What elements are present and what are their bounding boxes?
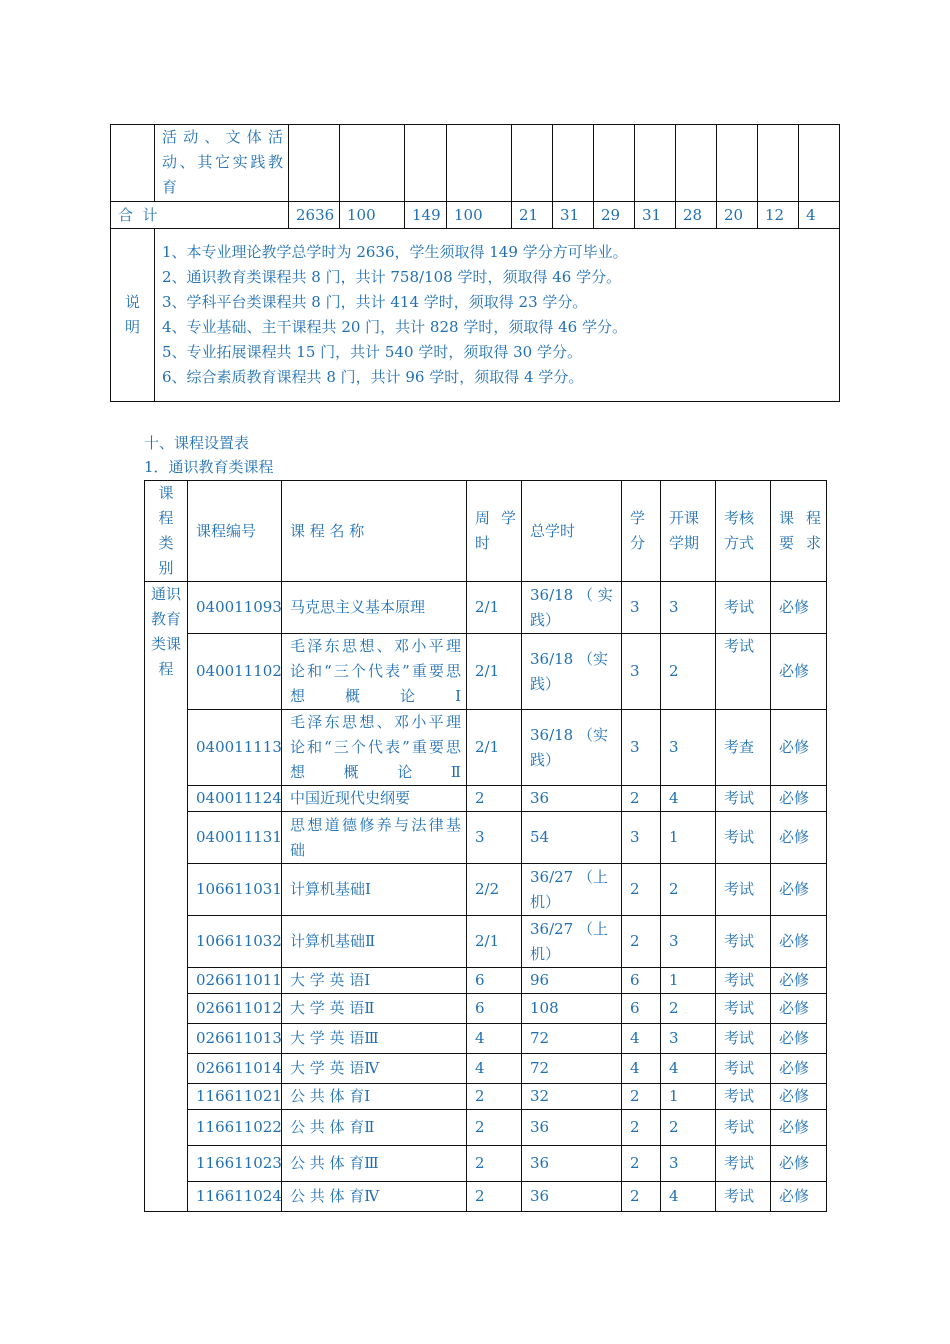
course-term: 3 [661,1146,716,1182]
subsection-title: 1．通识教育类课程 [144,458,274,476]
course-total-hours: 54 [522,812,622,864]
course-table [144,480,827,1212]
course-total-hours: 72 [522,1024,622,1054]
total-value: 149 [405,202,447,229]
course-assessment: 考试 [716,1024,771,1054]
course-assessment: 考试 [716,1146,771,1182]
total-value: 20 [717,202,758,229]
course-credits: 2 [622,864,661,916]
course-name: 公 共 体 育Ⅳ [282,1182,467,1212]
course-name: 计算机基础Ⅰ [282,864,467,916]
course-name: 公 共 体 育Ⅱ [282,1110,467,1146]
table-row [145,1146,827,1182]
course-weekly-hours: 2 [467,1182,522,1212]
course-requirement: 必修 [771,1024,827,1054]
course-requirement: 必修 [771,1110,827,1146]
course-requirement: 必修 [771,864,827,916]
total-value: 31 [635,202,676,229]
course-total-hours: 96 [522,968,622,994]
course-term: 4 [661,1054,716,1084]
course-credits: 2 [622,916,661,968]
total-row [111,202,840,229]
course-weekly-hours: 2 [467,1110,522,1146]
course-code: 040011093 [188,582,282,634]
total-value: 100 [340,202,405,229]
course-name: 大 学 英 语Ⅱ [282,994,467,1024]
course-total-hours: 36 [522,1182,622,1212]
course-credits: 3 [622,710,661,786]
course-assessment: 考试 [716,864,771,916]
course-assessment: 考试 [716,812,771,864]
course-name: 毛泽东思想、邓小平理论和“三个代表”重要思想概论Ⅱ [282,710,467,786]
course-assessment: 考试 [716,1054,771,1084]
course-name: 思想道德修养与法律基础 [282,812,467,864]
course-weekly-hours: 2 [467,1084,522,1110]
course-weekly-hours: 2/1 [467,634,522,710]
course-term: 4 [661,786,716,812]
course-weekly-hours: 6 [467,968,522,994]
header-row [145,481,827,582]
course-code: 026611014 [188,1054,282,1084]
course-assessment: 考试 [716,994,771,1024]
table-row [145,968,827,994]
course-credits: 4 [622,1024,661,1054]
course-requirement: 必修 [771,916,827,968]
course-category: 通识教育类课程 [145,582,188,1212]
course-term: 1 [661,968,716,994]
course-term: 2 [661,994,716,1024]
total-value: 31 [553,202,594,229]
course-assessment: 考试 [716,1110,771,1146]
course-total-hours: 108 [522,994,622,1024]
course-requirement: 必修 [771,786,827,812]
course-weekly-hours: 3 [467,812,522,864]
course-total-hours: 72 [522,1054,622,1084]
table-row [145,916,827,968]
course-code: 026611013 [188,1024,282,1054]
total-value: 29 [594,202,635,229]
header-total-hours: 总学时 [522,481,622,582]
course-term: 1 [661,1084,716,1110]
course-assessment: 考试 [716,1084,771,1110]
course-weekly-hours: 2/1 [467,710,522,786]
course-credits: 6 [622,994,661,1024]
course-code: 026611011 [188,968,282,994]
course-term: 2 [661,634,716,710]
course-term: 3 [661,916,716,968]
course-credits: 2 [622,1084,661,1110]
course-total-hours: 36/18 （ 实践） [522,582,622,634]
course-weekly-hours: 2/1 [467,916,522,968]
course-assessment: 考试 [716,916,771,968]
table-row [145,1084,827,1110]
course-assessment: 考试 [716,1182,771,1212]
header-category: 课程类别 [145,481,188,582]
course-credits: 2 [622,1146,661,1182]
course-requirement: 必修 [771,1182,827,1212]
course-total-hours: 36 [522,1110,622,1146]
course-code: 106611031 [188,864,282,916]
course-requirement: 必修 [771,1146,827,1182]
summary-table [110,124,840,402]
course-weekly-hours: 6 [467,994,522,1024]
note-item: 6、综合素质教育课程共 8 门，共计 96 学时，须取得 4 学分。 [162,368,584,386]
course-term: 3 [661,582,716,634]
total-value: 21 [512,202,553,229]
course-credits: 2 [622,1182,661,1212]
table-row [145,1182,827,1212]
course-name: 大 学 英 语Ⅰ [282,968,467,994]
table-row [145,1110,827,1146]
course-code: 106611032 [188,916,282,968]
course-code: 040011124 [188,786,282,812]
table-row [145,812,827,864]
note-item: 4、专业基础、主干课程共 20 门，共计 828 学时，须取得 46 学分。 [162,318,627,336]
course-credits: 2 [622,1110,661,1146]
course-total-hours: 36/18 （实践） [522,710,622,786]
course-code: 116611024 [188,1182,282,1212]
course-assessment: 考试 [716,968,771,994]
total-value: 28 [676,202,717,229]
table-row [145,582,827,634]
course-code: 116611022 [188,1110,282,1146]
header-credits: 学 分 [622,481,661,582]
table-row [145,710,827,786]
note-item: 3、学科平台类课程共 8 门，共计 414 学时，须取得 23 学分。 [162,293,588,311]
course-name: 公 共 体 育Ⅲ [282,1146,467,1182]
note-item: 2、通识教育类课程共 8 门，共计 758/108 学时，须取得 46 学分。 [162,268,622,286]
table-row [145,1024,827,1054]
note-item: 1、本专业理论教学总学时为 2636，学生须取得 149 学分方可毕业。 [162,243,628,261]
course-requirement: 必修 [771,710,827,786]
course-name: 中国近现代史纲要 [282,786,467,812]
total-value: 2636 [289,202,340,229]
course-term: 3 [661,710,716,786]
course-term: 2 [661,864,716,916]
course-credits: 4 [622,1054,661,1084]
course-requirement: 必修 [771,994,827,1024]
header-code: 课程编号 [188,481,282,582]
course-total-hours: 32 [522,1084,622,1110]
course-total-hours: 36/27 （上机） [522,864,622,916]
notes-row [111,229,840,402]
header-assessment: 考核方式 [716,481,771,582]
course-total-hours: 36 [522,786,622,812]
section-title: 十、课程设置表 [144,434,250,452]
note-item: 5、专业拓展课程共 15 门，共计 540 学时，须取得 30 学分。 [162,343,582,361]
total-value: 100 [447,202,512,229]
course-body [145,582,827,1212]
course-term: 4 [661,1182,716,1212]
course-code: 040011113 [188,710,282,786]
course-code: 116611021 [188,1084,282,1110]
course-name: 公 共 体 育Ⅰ [282,1084,467,1110]
table-row [145,864,827,916]
course-credits: 3 [622,634,661,710]
course-term: 1 [661,812,716,864]
course-credits: 3 [622,812,661,864]
continuation-label: 活动、文体活动、其它实践教育 [155,125,289,202]
table-row [145,1054,827,1084]
notes-content [155,229,840,402]
table-row [145,634,827,710]
course-code: 116611023 [188,1146,282,1182]
course-requirement: 必修 [771,582,827,634]
total-label: 合 计 [111,202,289,229]
course-weekly-hours: 2 [467,786,522,812]
course-assessment: 考试 [716,582,771,634]
table-row [145,786,827,812]
course-code: 040011102 [188,634,282,710]
course-requirement: 必修 [771,968,827,994]
course-credits: 2 [622,786,661,812]
course-weekly-hours: 4 [467,1024,522,1054]
course-code: 040011131 [188,812,282,864]
course-credits: 6 [622,968,661,994]
header-term: 开课学期 [661,481,716,582]
course-requirement: 必修 [771,1084,827,1110]
course-assessment: 考试 [716,786,771,812]
course-weekly-hours: 2/1 [467,582,522,634]
course-weekly-hours: 2/2 [467,864,522,916]
course-weekly-hours: 2 [467,1146,522,1182]
course-code: 026611012 [188,994,282,1024]
course-term: 3 [661,1024,716,1054]
course-name: 计算机基础Ⅱ [282,916,467,968]
course-total-hours: 36 [522,1146,622,1182]
course-term: 2 [661,1110,716,1146]
course-requirement: 必修 [771,1054,827,1084]
course-assessment: 考试 [716,634,771,710]
course-total-hours: 36/27 （上机） [522,916,622,968]
table-row [145,994,827,1024]
total-value: 4 [799,202,840,229]
course-weekly-hours: 4 [467,1054,522,1084]
course-requirement: 必修 [771,634,827,710]
header-name: 课 程 名 称 [282,481,467,582]
total-value: 12 [758,202,799,229]
course-total-hours: 36/18 （实践） [522,634,622,710]
course-requirement: 必修 [771,812,827,864]
notes-label: 说明 [111,229,155,402]
course-assessment: 考查 [716,710,771,786]
course-name: 马克思主义基本原理 [282,582,467,634]
course-name: 毛泽东思想、邓小平理论和“三个代表”重要思想概论Ⅰ [282,634,467,710]
continuation-row [111,125,840,202]
course-name: 大 学 英 语Ⅳ [282,1054,467,1084]
header-weekly-hours: 周 学 时 [467,481,522,582]
course-name: 大 学 英 语Ⅲ [282,1024,467,1054]
course-credits: 3 [622,582,661,634]
header-requirement: 课 程 要求 [771,481,827,582]
